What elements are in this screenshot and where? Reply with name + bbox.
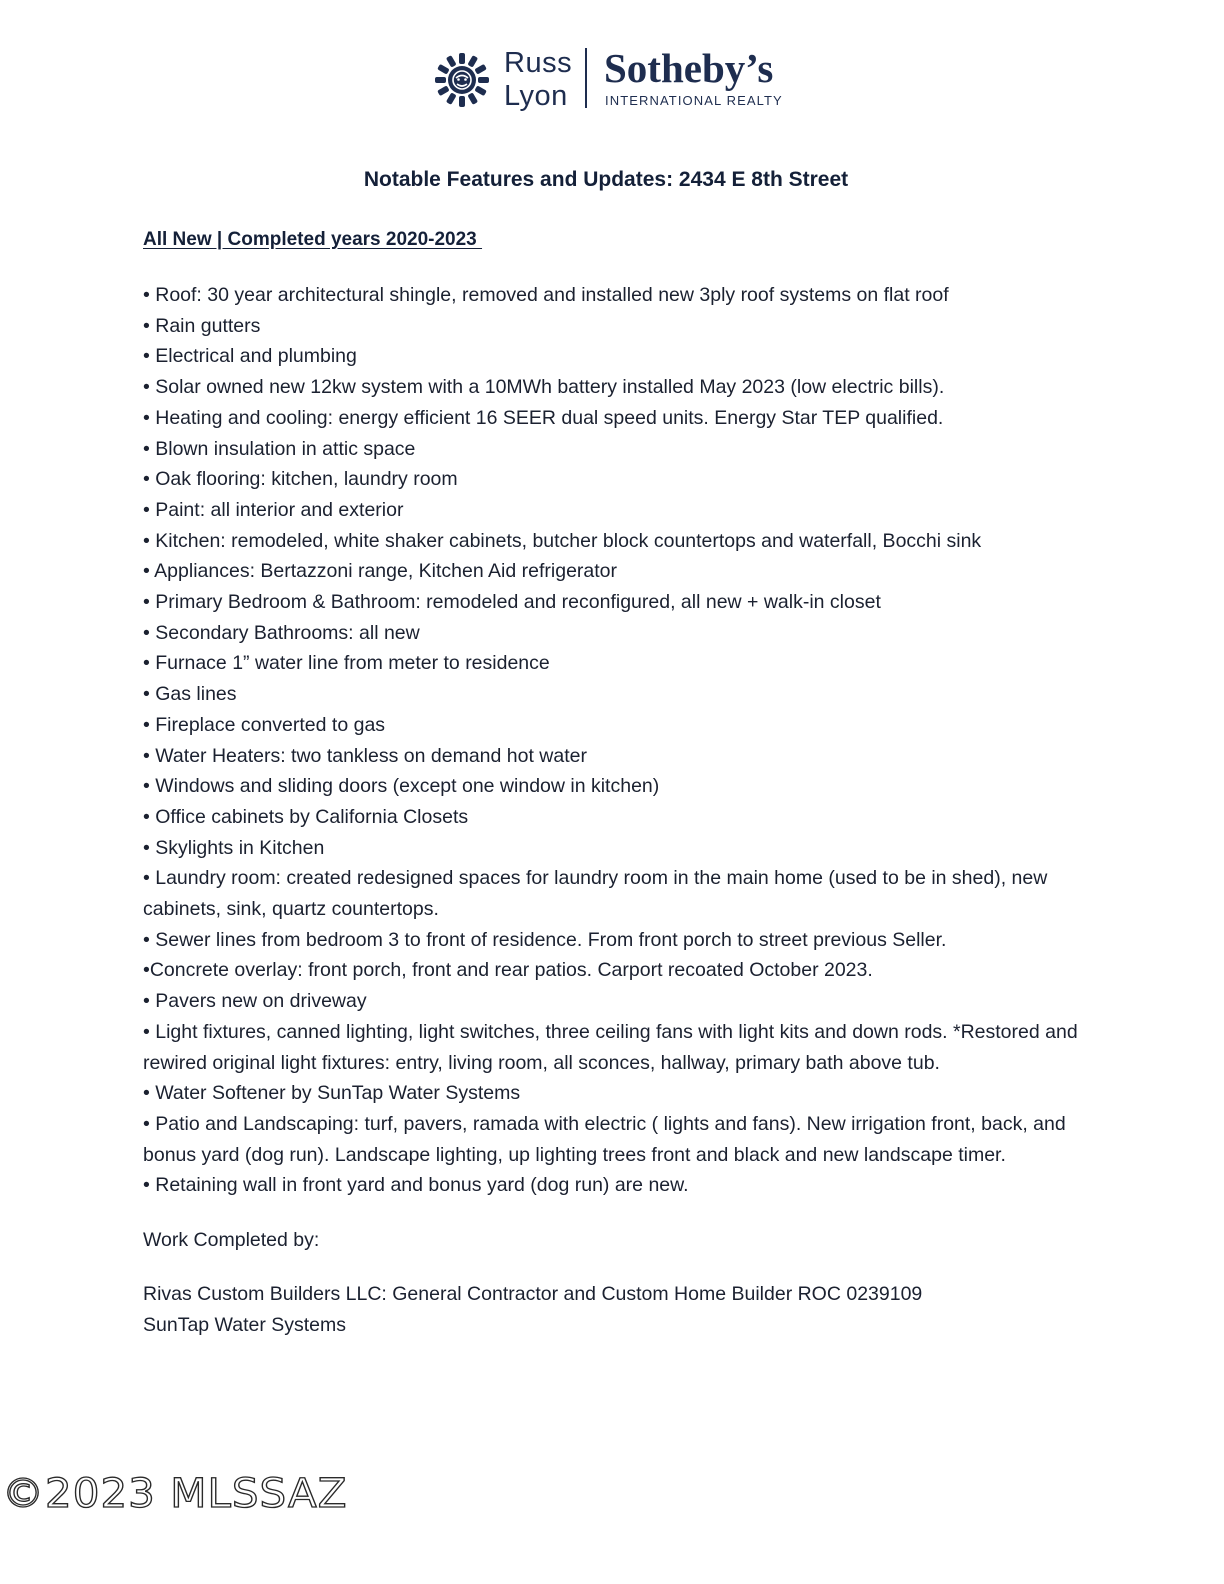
list-item: • Roof: 30 year architectural shingle, removed and installed new 3ply roof systems on flat roof: [143, 284, 949, 306]
list-item: • Pavers new on driveway: [143, 990, 367, 1013]
list-item: • Oak flooring: kitchen, laundry room: [143, 468, 458, 491]
features-list: [143, 280, 1083, 1201]
list-item: • Patio and Landscaping: turf, pavers, ramada with electric ( lights and fans). New irrigation front, back, and bonus yard (dog run). Landscape lighting, up lighting trees front and black and new landscape timer.: [143, 1112, 1066, 1166]
contractor-item: SunTap Water Systems: [143, 1313, 347, 1336]
list-item: • Laundry room: created redesigned spaces for laundry room in the main home (used to be in shed), new cabinets, sink, quartz countertops.: [143, 867, 1048, 921]
list-item: • Furnace 1” water line from meter to residence: [143, 652, 550, 675]
work-completed-label: Work Completed by:: [143, 1229, 320, 1251]
list-item: • Heating and cooling: energy efficient 16 SEER dual speed units. Energy Star TEP qualified.: [143, 406, 944, 429]
list-item: • Office cabinets by California Closets: [143, 805, 469, 828]
list-item: • Blown insulation in attic space: [143, 437, 416, 460]
brokerage-logo: [434, 46, 784, 114]
logo-realty-text: INTERNATIONAL REALTY: [605, 93, 783, 108]
list-item: • Water Softener by SunTap Water Systems: [143, 1082, 521, 1105]
section-heading: All New | Completed years 2020-2023: [143, 229, 483, 250]
page-title: Notable Features and Updates: 2434 E 8th Street: [363, 168, 849, 191]
list-item: • Primary Bedroom & Bathroom: remodeled and reconfigured, all new + walk-in closet: [143, 591, 881, 614]
copyright-watermark: ©2023 MLSSAZ: [2, 1470, 348, 1517]
list-item: • Light fixtures, canned lighting, light switches, three ceiling fans with light kits and down rods. *Restored and rewired original light fixtures: entry, living room, all sconces, hallway, primary bath above tub.: [143, 1020, 1078, 1074]
logo-russ-text: Russ: [504, 47, 573, 79]
list-item: • Water Heaters: two tankless on demand hot water: [143, 744, 587, 767]
list-item: • Fireplace converted to gas: [143, 713, 386, 736]
list-item: • Paint: all interior and exterior: [143, 498, 404, 521]
logo-lyon-text: Lyon: [504, 80, 568, 112]
list-item: • Solar owned new 12kw system with a 10MWh battery installed May 2023 (low electric bills).: [143, 376, 945, 399]
list-item: • Rain gutters: [143, 314, 261, 337]
list-item: • Retaining wall in front yard and bonus yard (dog run) are new.: [143, 1174, 689, 1197]
list-item: • Skylights in Kitchen: [143, 836, 325, 859]
list-item: •Concrete overlay: front porch, front and rear patios. Carport recoated October 2023.: [143, 959, 873, 982]
list-item: • Windows and sliding doors (except one window in kitchen): [143, 775, 660, 798]
list-item: • Secondary Bathrooms: all new: [143, 621, 420, 644]
list-item: • Kitchen: remodeled, white shaker cabinets, butcher block countertops and waterfall, Bocchi sink: [143, 529, 982, 552]
contractor-item: Rivas Custom Builders LLC: General Contractor and Custom Home Builder ROC 0239109: [143, 1283, 923, 1305]
list-item: • Gas lines: [143, 683, 237, 706]
list-item: • Appliances: Bertazzoni range, Kitchen Aid refrigerator: [143, 560, 618, 583]
logo-sothebys-text: Sotheby’s: [604, 45, 774, 91]
contractors-list: [143, 1279, 1083, 1340]
lion-emblem-icon: [434, 52, 490, 108]
list-item: • Electrical and plumbing: [143, 345, 357, 368]
logo-divider: [585, 48, 587, 108]
list-item: • Sewer lines from bedroom 3 to front of residence. From front porch to street previous Seller.: [143, 928, 947, 951]
